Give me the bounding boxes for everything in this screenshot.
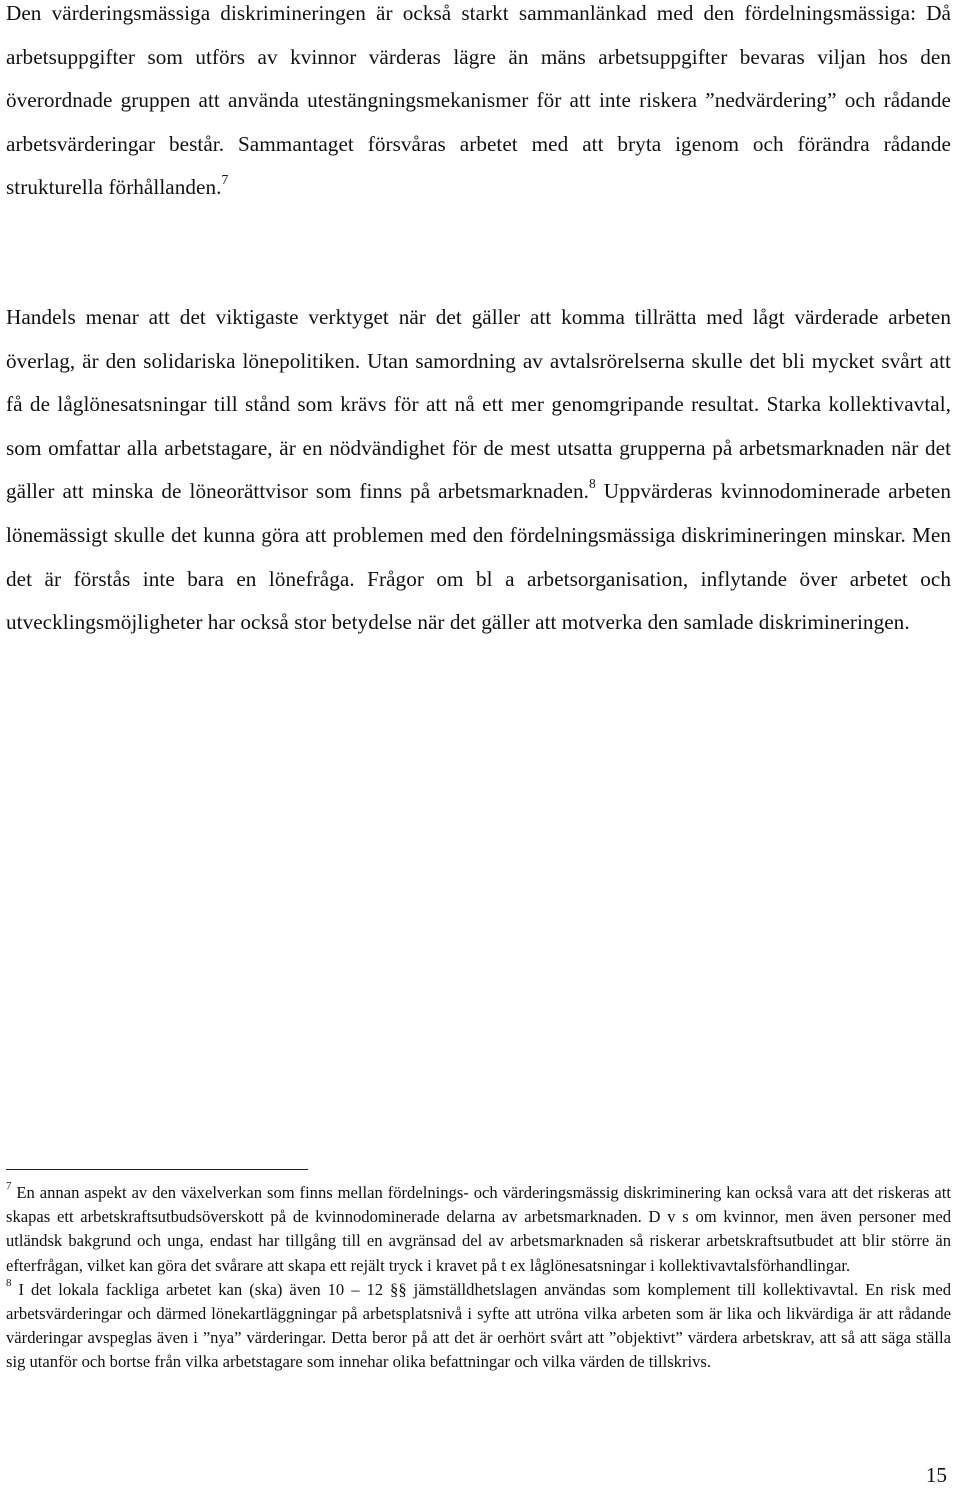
paragraph-text-continued: Uppvärderas kvinnodominerade arbeten lönemässigt skulle det kunna göra att problemen med den fördelningsmässiga diskrimineringen minskar. Men det är förstås inte bara en lönefråga. Frågor om bl a arbetsorganisation, inflytande över arbetet och utvecklingsmöjligheter har också stor betydelse när det gäller att motverka den samlade diskrimineringen. <box>6 479 951 635</box>
document-page <box>6 0 951 1496</box>
footnotes-section <box>6 1181 951 1375</box>
body-paragraph-1 <box>6 0 951 210</box>
page-number: 15 <box>925 1463 947 1487</box>
footnote-8 <box>6 1278 951 1375</box>
body-paragraph-2 <box>6 296 951 645</box>
footnote-reference-8[interactable]: 8 <box>588 476 596 492</box>
footnote-reference-7[interactable]: 7 <box>221 172 229 188</box>
paragraph-text: Handels menar att det viktigaste verktyget när det gäller att komma tillrätta med lågt värderade arbeten överlag, är den solidariska lönepolitiken. Utan samordning av avtalsrörelserna skulle det bli mycket svårt att få de låglönesatsningar till stånd som krävs för att nå ett mer genomgripande resultat. Starka kollektivavtal, som omfattar alla arbetstagare, är en nödvändighet för de mest utsatta grupperna på arbetsmarknaden när det gäller att minska de löneorättvisor som finns på arbetsmarknaden. <box>6 305 951 504</box>
footnote-text: I det lokala fackliga arbetet kan (ska) även 10 – 12 §§ jämställdhetslagen användas som komplement till kollektivavtal. En risk med arbetsvärderingar och därmed lönekartläggningar på arbetsplatsnivå i syfte att utröna vilka arbeten som är lika och likvärdiga är att rådande värderingar avspeglas även i ”nya” värderingar. Detta beror på att det är oerhört svårt att ”objektivt” värdera arbetskrav, att så att säga ställa sig utanför och bortse från vilka arbetstagare som innehar olika befattningar och vilka värden de tillskrivs. <box>6 1279 951 1372</box>
footnote-number: 7 <box>6 1180 12 1193</box>
paragraph-text: Den värderingsmässiga diskrimineringen är också starkt sammanlänkad med den fördelningsmässiga: Då arbetsuppgifter som utförs av kvinnor värderas lägre än mäns arbetsuppgifter bevaras viljan hos den överordnade gruppen att använda utestängningsmekanismer för att inte riskera ”nedvärdering” och rådande arbetsvärderingar består. Sammantaget försvåras arbetet med att bryta igenom och förändra rådande strukturella förhållanden. <box>6 1 951 200</box>
footnote-text: En annan aspekt av den växelverkan som finns mellan fördelnings- och värderingsmässig diskriminering kan också vara att det riskeras att skapas ett arbetskraftsutbudsöverskott på de kvinnodominerade delarna av arbetsmarknaden. D v s om kvinnor, men även personer med utländsk bakgrund och unga, endast har tillgång till en avgränsad del av arbetsmarknaden så riskerar arbetskraftsutbudet att blir större än efterfrågan, vilket kan göra det svårare att skapa ett rejält tryck i kravet på t ex låglönesatsningar i kollektivavtalsförhandlingar. <box>6 1183 951 1275</box>
footnote-number: 8 <box>6 1277 12 1290</box>
footnote-7 <box>6 1181 951 1278</box>
footnote-separator <box>6 1169 308 1170</box>
